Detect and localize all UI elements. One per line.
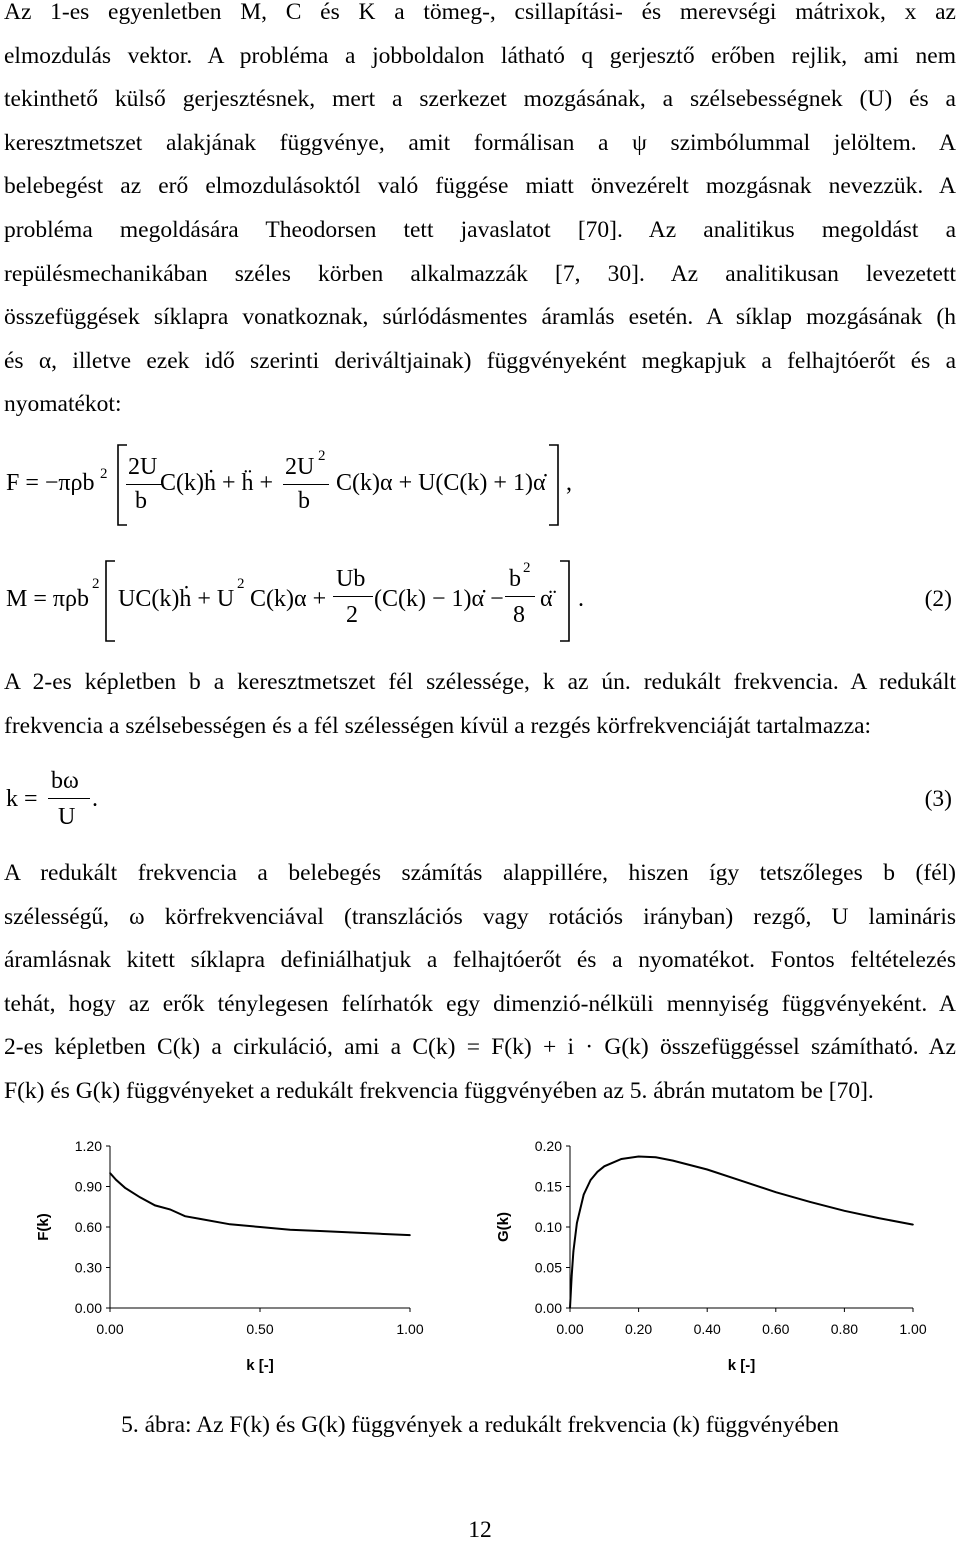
data-point [184, 1215, 186, 1217]
frac-numerator: 2U [128, 454, 158, 480]
left-bracket-icon [103, 560, 117, 642]
text-line: tehát, hogy az erők ténylegesen felírhatók egy dimenzió-nélküli mennyiség függvényeként. A [4, 990, 956, 1017]
eq-exponent: 2 [100, 466, 108, 482]
fraction-bar [505, 596, 535, 597]
data-point [638, 1156, 640, 1158]
x-tick-label: 1.00 [396, 1321, 424, 1337]
data-point [571, 1275, 573, 1277]
data-point [319, 1230, 321, 1232]
data-point [349, 1232, 351, 1234]
text-line: áramlásnak kitett síklapra definiálhatjuk a felhajtóerőt és a nyomatékot. Fontos feltételezés [4, 947, 956, 974]
y-tick-label: 0.60 [74, 1219, 102, 1235]
text-line: nyomatékot: [4, 391, 122, 418]
x-tick-label: 0.20 [624, 1321, 653, 1337]
data-point [672, 1160, 674, 1162]
eq-term: UC(k)ḣ + U [118, 586, 235, 612]
chart-g-svg [480, 1130, 950, 1390]
frac-numerator: 2U [285, 454, 315, 480]
text-line: Az 1-es egyenletben M, C és K a tömeg-, csillapítási- és merevségi mátrixok, x az [4, 0, 956, 25]
data-point [741, 1180, 743, 1182]
fraction-bar [333, 596, 373, 597]
x-tick-label: 1.00 [899, 1321, 927, 1337]
y-tick-label: 0.90 [74, 1178, 102, 1195]
frac-numerator: bω [51, 768, 79, 794]
page-number: 12 [468, 1517, 492, 1543]
text-line: frekvencia a szélsebességen és a fél szélességen kívül a rezgés körfrekvenciáját tartalmazza: [4, 712, 872, 739]
equation-k [0, 766, 960, 836]
data-point [912, 1224, 914, 1226]
eq-term: C(k)ḣ + ḧ + [160, 470, 274, 496]
frac-numerator: Ub [336, 566, 366, 592]
data-point [590, 1179, 592, 1181]
frac-denominator: U [58, 804, 76, 830]
text-line: F(k) és G(k) függvényeket a redukált frekvencia függvényében az 5. ábrán mutatom be [70]. [4, 1077, 874, 1104]
x-tick-label: 0.00 [556, 1321, 584, 1337]
frac-denominator: 8 [513, 602, 525, 628]
data-point [289, 1229, 291, 1231]
text-line: 2-es képletben C(k) a cirkuláció, ami a C(k) = F(k) + i · G(k) összefüggéssel számítható. Az [4, 1034, 956, 1061]
data-point [809, 1201, 811, 1203]
paragraph-intro [4, 0, 956, 427]
data-point [229, 1224, 231, 1226]
right-bracket-icon [558, 560, 572, 642]
eq-term: C(k)α + U(C(k) + 1)α̇ [336, 470, 546, 496]
fraction-bar [126, 484, 162, 485]
equation-moment [0, 556, 960, 646]
y-tick-label: 0.15 [534, 1178, 562, 1195]
data-point [115, 1179, 117, 1181]
chart-f-svg [20, 1130, 440, 1390]
x-tick-label: 0.80 [830, 1321, 859, 1337]
x-tick-label: 0.50 [246, 1321, 274, 1337]
data-point [597, 1171, 599, 1173]
equation-lift-force [0, 440, 960, 530]
text-line: A 2-es képletben b a keresztmetszet fél szélessége, k az ún. redukált frekvencia. A redukált [4, 669, 956, 695]
eq-term: (C(k) − 1)α̇ − [374, 586, 504, 612]
right-bracket-icon [547, 444, 561, 526]
x-axis-label: k [-] [727, 1357, 756, 1374]
eq-lhs: F = −πρb [6, 470, 95, 496]
text-line: és α, illetve ezek idő szerinti deriváltjainak) függvényeként megkapjuk a felhajtóerőt és a [4, 347, 956, 374]
equation-number: (3) [924, 786, 952, 812]
text-line: probléma megoldására Theodorsen tett javaslatot [70]. Az analitikus megoldást a [4, 216, 956, 243]
data-point [573, 1251, 575, 1253]
eq-tail: . [92, 786, 98, 812]
text-line: belebegést az erő elmozdulásoktól való függése miatt önvezérelt mozgásnak nevezzük. A [4, 173, 956, 200]
data-point [379, 1233, 381, 1235]
paragraph-circulation [4, 852, 956, 1114]
data-point [124, 1187, 126, 1189]
frac-denominator: b [298, 488, 310, 514]
data-point [576, 1222, 578, 1224]
fraction-bar [48, 798, 90, 799]
data-point [409, 1234, 411, 1236]
y-tick-label: 0.05 [534, 1259, 562, 1276]
text-line: összefüggések síklapra vonatkoznak, súrlódásmentes áramlás esetén. A síklap mozgásának (h [4, 304, 956, 331]
data-point [655, 1157, 657, 1159]
text-line: szélességű, ω körfrekvenciával (transzlációs vagy rotációs irányban) rezgő, U lamináris [4, 903, 956, 930]
text-line: elmozdulás vektor. A probléma a jobboldalon látható q gerjesztő erőben rejlik, ami nem [4, 42, 956, 69]
data-point [199, 1218, 201, 1220]
eq-term: C(k)α + [250, 586, 327, 612]
y-axis-label: F(k) [35, 1213, 52, 1241]
frac-numerator: b [509, 566, 521, 592]
eq-exponent: 2 [237, 576, 245, 592]
eq-lhs: k = [6, 786, 38, 812]
data-point [878, 1217, 880, 1219]
data-point [109, 1172, 111, 1174]
fraction-bar [283, 484, 329, 485]
series-line [570, 1157, 913, 1309]
data-point [583, 1194, 585, 1196]
eq-lhs: M = πρb [6, 586, 89, 612]
x-tick-label: 0.60 [762, 1321, 790, 1337]
y-tick-label: 0.20 [534, 1138, 562, 1154]
frac-denominator: 2 [346, 602, 358, 628]
y-tick-label: 0.00 [534, 1300, 562, 1316]
text-line: keresztmetszet alakjának függvénye, amit formálisan a ψ szimbólummal jelöltem. A [4, 129, 956, 156]
data-point [706, 1169, 708, 1171]
series-line [110, 1173, 410, 1235]
data-point [139, 1197, 141, 1199]
data-point [604, 1165, 606, 1167]
y-axis-label: G(k) [495, 1212, 512, 1242]
y-tick-label: 0.10 [534, 1219, 562, 1235]
eq-tail: . [578, 586, 584, 612]
data-point [169, 1209, 171, 1211]
y-tick-label: 1.20 [74, 1138, 102, 1154]
data-point [569, 1307, 571, 1309]
frac-denominator: b [135, 488, 147, 514]
y-tick-label: 0.30 [74, 1259, 102, 1276]
data-point [154, 1205, 156, 1207]
data-point [844, 1210, 846, 1212]
eq-exponent: 2 [523, 560, 531, 576]
chart-f-of-k [20, 1130, 440, 1390]
y-tick-label: 0.00 [74, 1300, 102, 1316]
data-point [621, 1158, 623, 1160]
data-point [259, 1226, 261, 1228]
x-tick-label: 0.00 [96, 1321, 124, 1337]
eq-exponent: 2 [92, 576, 100, 592]
text-line: repülésmechanikában széles körben alkalmazzák [7, 30]. Az analitikusan levezetett [4, 260, 956, 287]
text-line: A redukált frekvencia a belebegés számítás alappillére, hiszen így tetszőleges b (fél) [4, 860, 956, 886]
chart-g-of-k [480, 1130, 950, 1390]
eq-tail: , [566, 470, 572, 496]
x-tick-label: 0.40 [693, 1321, 721, 1337]
x-axis-label: k [-] [246, 1357, 274, 1374]
eq-exponent: 2 [318, 448, 326, 464]
equation-number: (2) [924, 586, 952, 612]
data-point [775, 1191, 777, 1193]
figure-caption: 5. ábra: Az F(k) és G(k) függvények a redukált frekvencia (k) függvényében [121, 1412, 839, 1438]
paragraph-reduced-frequency [4, 661, 956, 748]
text-line: tekinthető külső gerjesztésnek, mert a szerkezet mozgásának, a szélsebességnek (U) és a [4, 86, 956, 113]
eq-term: α̈ [540, 586, 553, 612]
